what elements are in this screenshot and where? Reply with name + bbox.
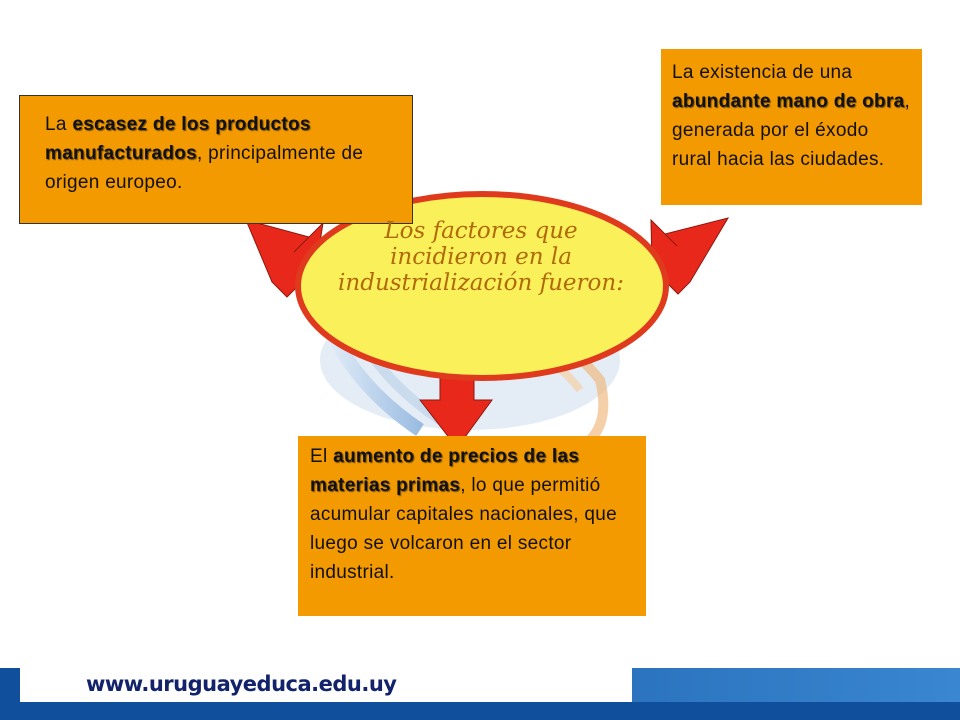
footer-url-link[interactable]: www.uruguayeduca.edu.uy — [86, 672, 397, 696]
bottom-box-prefix: El — [310, 446, 334, 467]
right-box-bold: abundante mano de obra — [672, 91, 905, 112]
left-box-suffix: , principalmente de origen europeo. — [45, 143, 364, 193]
right-box-prefix: La existencia de una — [672, 62, 853, 83]
right-factor-box — [661, 49, 922, 205]
bottom-factor-box — [298, 436, 646, 616]
left-factor-box — [19, 95, 413, 224]
center-title: Los factores que incidieron en la industrialización fueron: — [338, 218, 624, 296]
left-box-bold: escasez de los productos manufacturados — [45, 114, 311, 164]
left-box-prefix: La — [45, 114, 73, 135]
bottom-box-suffix: , lo que permitió acumular capitales nacionales, que luego se volcaron en el sector industrial. — [310, 475, 617, 583]
bottom-box-bold: aumento de precios de las materias primas — [310, 446, 580, 496]
right-box-suffix: , generada por el éxodo rural hacia las ciudades. — [672, 91, 911, 170]
